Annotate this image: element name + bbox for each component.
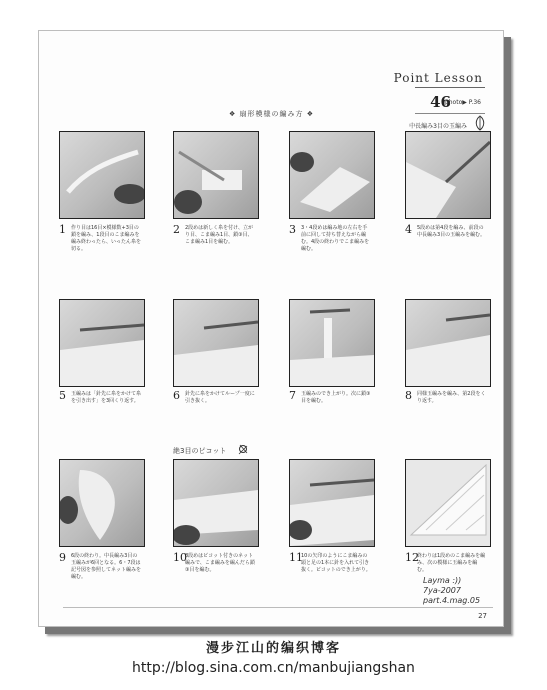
step-3-number: 3 bbox=[289, 223, 296, 236]
step-6-text: 針先に糸をかけてループ一度に引き抜く。 bbox=[185, 391, 255, 404]
step-1-photo bbox=[59, 131, 145, 219]
step-9-text: 6段の終わり。中長編み3目の玉編みが6回となる。6・7段は記号図を参照してネット編みを編む。 bbox=[71, 553, 142, 580]
watermark-url: http://blog.sina.com.cn/manbujiangshan bbox=[132, 660, 415, 676]
picot-symbol-icon bbox=[237, 443, 249, 455]
signature-line: part.4.mag.05 bbox=[423, 596, 481, 605]
lesson-number: 46 bbox=[430, 93, 451, 111]
step-4-photo bbox=[405, 131, 491, 219]
signature-line: 7ya-2007 bbox=[423, 586, 461, 595]
step-1-number: 1 bbox=[59, 223, 66, 236]
step-4-text: 5段めは第4段を編み、前段の中長編み3目の玉編みを編む。 bbox=[417, 225, 486, 238]
step-9-photo bbox=[59, 459, 145, 547]
step-2-number: 2 bbox=[173, 223, 180, 236]
step-12-number: 12 bbox=[405, 551, 419, 564]
step-12-text: 終わりは1段めのこま編みを編み、次の模様に玉編みを編む。 bbox=[417, 553, 486, 573]
page-number: 27 bbox=[478, 612, 487, 620]
step-5-text: 玉編みは「針先に糸をかけて糸を引き出す」を3回くり返す。 bbox=[71, 391, 142, 404]
step-8-text: 同様玉編みを編み、第2段をくり返す。 bbox=[417, 391, 486, 404]
step-3-text: 3・4段めは編み地の左右を手前に回して持ち替えながら編む。4段の終わりでこま編みを編む。 bbox=[301, 225, 370, 252]
step-10-text: 8段めはピコット付きのネット編みで、こま編みを編んだら鎖③目を編む。 bbox=[185, 553, 255, 573]
photo-reference: photo▶ P.36 bbox=[444, 99, 481, 106]
step-11-photo bbox=[289, 459, 375, 547]
divider bbox=[415, 113, 485, 114]
section-heading: ❖ 扇形模様の編み方 ❖ bbox=[229, 110, 315, 118]
step-11-text: 10の矢印のようにこま編みの頭と足の1本に針を入れて引き抜く。ピコットのでき上がり。 bbox=[301, 553, 371, 573]
leaf-icon bbox=[473, 115, 487, 131]
lesson-title: Point Lesson bbox=[393, 71, 483, 85]
step-8-photo bbox=[405, 299, 491, 387]
step-1-text: 作り目は16目×模様数+3目の鎖を編み、1段目のこま編みを編み終わったら、いったん糸を切る。 bbox=[71, 225, 141, 252]
row-note: 中長編み3目の玉編み bbox=[409, 123, 467, 130]
step-6-photo bbox=[173, 299, 259, 387]
step-10-number: 10 bbox=[173, 551, 187, 564]
step-7-photo bbox=[289, 299, 375, 387]
step-10-photo bbox=[173, 459, 259, 547]
step-12-photo bbox=[405, 459, 491, 547]
step-5-photo bbox=[59, 299, 145, 387]
step-9-number: 9 bbox=[59, 551, 66, 564]
magazine-page bbox=[38, 30, 504, 627]
signature-line: Layma :)) bbox=[423, 576, 462, 585]
step-7-number: 7 bbox=[289, 389, 296, 402]
step-5-number: 5 bbox=[59, 389, 66, 402]
step-2-photo bbox=[173, 131, 259, 219]
step-2-text: 2段めは新しく糸を付け、立がり目、こま編み1目、鎖③目、こま編み1目を編む。 bbox=[185, 225, 253, 245]
step-6-number: 6 bbox=[173, 389, 180, 402]
step-8-number: 8 bbox=[405, 389, 412, 402]
step-4-number: 4 bbox=[405, 223, 412, 236]
divider bbox=[415, 87, 485, 88]
watermark-title: 漫步江山的编织博客 bbox=[205, 641, 341, 656]
step-11-number: 11 bbox=[289, 551, 303, 564]
step-3-photo bbox=[289, 131, 375, 219]
signature bbox=[423, 576, 480, 606]
divider bbox=[63, 607, 493, 608]
step-7-text: 玉編みのでき上がり。次に鎖③目を編む。 bbox=[301, 391, 371, 404]
row3-heading: 絶3目のピコット bbox=[173, 447, 227, 455]
